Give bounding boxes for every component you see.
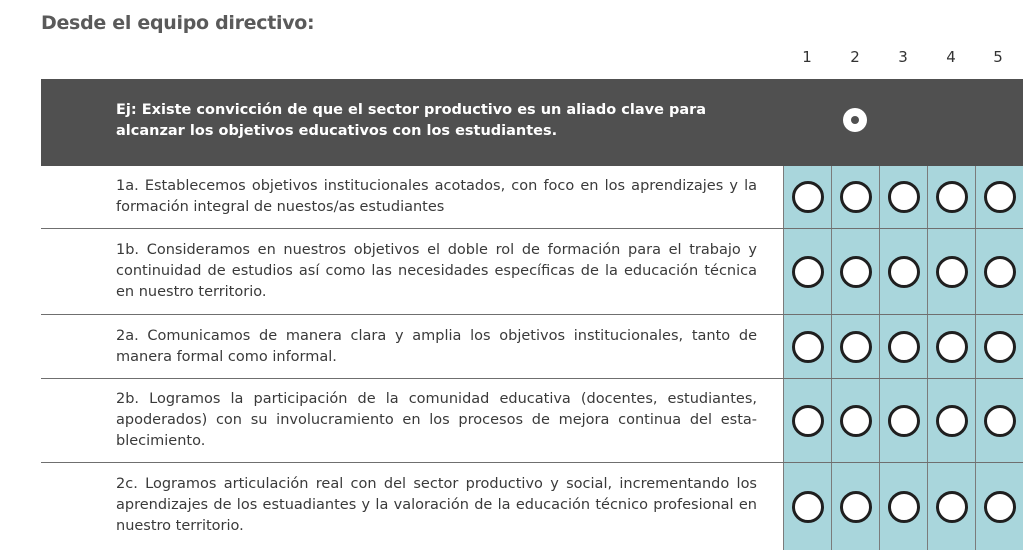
radio-button-3[interactable] bbox=[888, 331, 920, 363]
radio-button-5[interactable] bbox=[984, 331, 1016, 363]
example-row bbox=[41, 79, 1023, 166]
scale-header bbox=[0, 48, 1023, 68]
option-cell-5 bbox=[975, 166, 1023, 228]
option-cell-2 bbox=[831, 166, 879, 228]
radio-button-2[interactable] bbox=[840, 491, 872, 523]
radio-button-1[interactable] bbox=[792, 256, 824, 288]
option-cell-3 bbox=[879, 229, 927, 314]
radio-button-5[interactable] bbox=[984, 405, 1016, 437]
radio-button-4[interactable] bbox=[936, 331, 968, 363]
question-row-2a bbox=[41, 315, 1023, 379]
option-cell-4 bbox=[927, 166, 975, 228]
scale-label-4: 4 bbox=[946, 48, 956, 66]
option-cell-2 bbox=[831, 229, 879, 314]
option-cell-5 bbox=[975, 463, 1023, 550]
question-text: 1a. Establecemos objetivos institucionales acotados, con foco en los aprendizajes y la formación integral de nuestos/as estudiantes bbox=[116, 178, 757, 215]
question-row-1b bbox=[41, 229, 1023, 315]
option-cell-3 bbox=[879, 463, 927, 550]
option-cell-1 bbox=[783, 315, 831, 378]
option-cell-5 bbox=[975, 315, 1023, 378]
option-cell-4 bbox=[927, 379, 975, 462]
radio-button-5[interactable] bbox=[984, 256, 1016, 288]
option-cell-3 bbox=[879, 379, 927, 462]
scale-label-5: 5 bbox=[993, 48, 1003, 66]
radio-button-3[interactable] bbox=[888, 256, 920, 288]
option-cell-4 bbox=[927, 229, 975, 314]
option-cell-1 bbox=[783, 229, 831, 314]
question-row-2b bbox=[41, 379, 1023, 463]
radio-button-3[interactable] bbox=[888, 491, 920, 523]
radio-button-4[interactable] bbox=[936, 256, 968, 288]
question-text: 2a. Comunicamos de manera clara y amplia los objetivos institucionales, tanto de manera formal como informal. bbox=[116, 328, 757, 365]
radio-button-1[interactable] bbox=[792, 405, 824, 437]
option-cell-2 bbox=[831, 379, 879, 462]
option-cell-4 bbox=[927, 315, 975, 378]
radio-button-5[interactable] bbox=[984, 491, 1016, 523]
option-cell-3 bbox=[879, 166, 927, 228]
option-cell-5 bbox=[975, 379, 1023, 462]
radio-button-3[interactable] bbox=[888, 181, 920, 213]
radio-button-4[interactable] bbox=[936, 405, 968, 437]
radio-button-5[interactable] bbox=[984, 181, 1016, 213]
option-cell-1 bbox=[783, 463, 831, 550]
option-cell-4 bbox=[927, 463, 975, 550]
question-text: 2b. Logramos la participación de la comunidad educativa (docentes, estudiantes, apoderados) con su involucramiento en los procesos de mejora continua del establecimiento. bbox=[116, 391, 757, 449]
question-row-1a bbox=[41, 166, 1023, 229]
example-selected-radio bbox=[843, 108, 867, 132]
question-list bbox=[41, 166, 1023, 550]
option-cell-5 bbox=[975, 229, 1023, 314]
option-cell-3 bbox=[879, 315, 927, 378]
radio-button-1[interactable] bbox=[792, 491, 824, 523]
example-text: Ej: Existe convicción de que el sector productivo es un aliado clave para alcanzar los objetivos educativos con los estudiantes. bbox=[116, 102, 707, 139]
scale-label-2: 2 bbox=[850, 48, 860, 66]
section-title: Desde el equipo directivo: bbox=[41, 12, 315, 34]
radio-button-1[interactable] bbox=[792, 331, 824, 363]
radio-button-2[interactable] bbox=[840, 331, 872, 363]
radio-button-3[interactable] bbox=[888, 405, 920, 437]
radio-button-2[interactable] bbox=[840, 181, 872, 213]
option-cell-2 bbox=[831, 315, 879, 378]
option-cell-1 bbox=[783, 379, 831, 462]
question-text: 2c. Logramos articulación real con del sector productivo y social, incrementando los aprendizajes de los estuadiantes y la valoración de la educación técnico profesional en nuestro territorio. bbox=[116, 476, 757, 534]
question-text: 1b. Consideramos en nuestros objetivos el doble rol de formación para el trabajo y continuidad de estudios así como las necesidades específicas de la educación técnica en nuestro territorio. bbox=[116, 242, 757, 300]
option-cell-2 bbox=[831, 463, 879, 550]
radio-button-4[interactable] bbox=[936, 181, 968, 213]
option-cell-1 bbox=[783, 166, 831, 228]
radio-button-2[interactable] bbox=[840, 405, 872, 437]
question-row-2c bbox=[41, 463, 1023, 550]
scale-label-1: 1 bbox=[802, 48, 812, 66]
radio-button-2[interactable] bbox=[840, 256, 872, 288]
radio-button-4[interactable] bbox=[936, 491, 968, 523]
scale-label-3: 3 bbox=[898, 48, 908, 66]
radio-button-1[interactable] bbox=[792, 181, 824, 213]
